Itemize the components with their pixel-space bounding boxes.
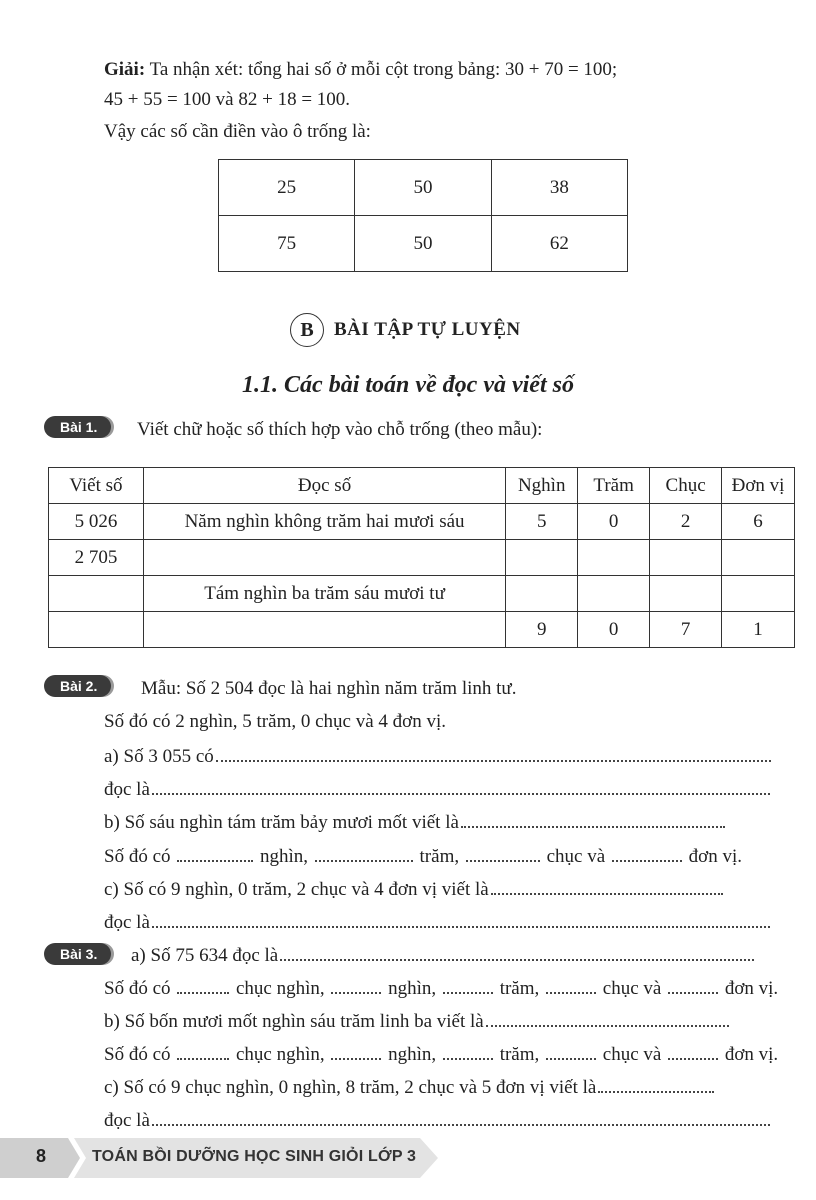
answer-blank[interactable]	[546, 1054, 596, 1060]
table-cell: 5	[506, 504, 578, 540]
solution-text-2: 45 + 55 = 100 và 82 + 18 = 100.	[104, 89, 351, 110]
fill-in-cell[interactable]	[49, 612, 144, 648]
fill-in-cell[interactable]	[650, 540, 722, 576]
answer-cell: 38	[491, 160, 627, 216]
answer-cell: 25	[219, 160, 355, 216]
table-cell: 2 705	[49, 540, 144, 576]
header-cell: Chục	[650, 468, 722, 504]
doc-la-label: đọc là	[104, 1110, 150, 1131]
header-cell: Nghìn	[506, 468, 578, 504]
doc-la-label: đọc là	[104, 779, 150, 800]
table-cell: 2	[650, 504, 722, 540]
answer-blank[interactable]	[443, 1054, 493, 1060]
bai2-b-text: b) Số sáu nghìn tám trăm bảy mươi mốt viết là	[104, 812, 459, 833]
bai2-c-read-line	[104, 911, 772, 935]
header-cell: Viết số	[49, 468, 144, 504]
bai2-c-text: c) Số có 9 nghìn, 0 trăm, 2 chục và 4 đơn vị viết là	[104, 879, 489, 900]
don-vi-label: đơn vị.	[724, 1044, 779, 1065]
answer-cell: 62	[491, 216, 627, 272]
tram-label: trăm,	[499, 978, 540, 999]
bai1-badge	[56, 416, 123, 438]
nghin-label: nghìn,	[260, 846, 309, 867]
chuc-va-label: chục và	[602, 1044, 662, 1065]
bai3-a-digits-line	[104, 977, 778, 1001]
chuc-va-label: chục và	[602, 978, 662, 999]
chuc-nghin-label: chục nghìn,	[236, 1044, 325, 1065]
answer-blank[interactable]	[280, 955, 754, 961]
section-title: BÀI TẬP TỰ LUYỆN	[334, 319, 521, 340]
answer-blank[interactable]	[177, 988, 229, 994]
header-cell: Đơn vị	[722, 468, 795, 504]
fill-in-cell[interactable]	[722, 540, 795, 576]
bai2-a-text: a) Số 3 055 có	[104, 746, 214, 767]
answer-blank[interactable]	[216, 756, 771, 762]
page-number: 8	[36, 1146, 47, 1166]
answer-blank[interactable]	[443, 988, 493, 994]
nghin-label: nghìn,	[388, 1044, 437, 1065]
answer-cell: 50	[355, 216, 491, 272]
bai3-b-line	[104, 1010, 731, 1034]
bai2-a-line	[104, 745, 773, 769]
fill-in-cell[interactable]	[578, 576, 650, 612]
bai2-c-line	[104, 878, 725, 902]
bai1-label: Bài 1.	[44, 416, 111, 438]
bai3-label: Bài 3.	[44, 943, 111, 965]
answer-blank[interactable]	[668, 988, 718, 994]
so-do-co-label: Số đó có	[104, 846, 171, 867]
table-cell: 1	[722, 612, 795, 648]
bai2-b-line	[104, 811, 727, 835]
answer-blank[interactable]	[315, 856, 413, 862]
book-title: TOÁN BỒI DƯỠNG HỌC SINH GIỎI LỚP 3	[92, 1148, 417, 1165]
answer-blank[interactable]	[486, 1021, 729, 1027]
answer-blank[interactable]	[177, 1054, 229, 1060]
chuc-va-label: chục và	[546, 846, 606, 867]
solution-text-1: Ta nhận xét: tổng hai số ở mỗi cột trong bảng: 30 + 70 = 100;	[149, 59, 618, 80]
answer-table	[218, 159, 628, 272]
answer-blank[interactable]	[668, 1054, 718, 1060]
bai2-b-digits-line	[104, 845, 742, 869]
bai1-table	[48, 467, 795, 648]
so-do-co-label: Số đó có	[104, 1044, 171, 1065]
table-cell: 6	[722, 504, 795, 540]
so-do-co-label: Số đó có	[104, 978, 171, 999]
answer-blank[interactable]	[331, 988, 381, 994]
bai3-a-text: a) Số 75 634 đọc là	[131, 945, 279, 966]
answer-cell: 75	[219, 216, 355, 272]
bai2-a-read-line	[104, 778, 772, 802]
bai1-instruction: Viết chữ hoặc số thích hợp vào chỗ trống (theo mẫu):	[137, 419, 543, 440]
bai3-c-line	[104, 1076, 716, 1100]
table-cell: 5 026	[49, 504, 144, 540]
table-cell: 0	[578, 504, 650, 540]
header-cell: Trăm	[578, 468, 650, 504]
answer-cell: 50	[355, 160, 491, 216]
fill-in-cell[interactable]	[578, 540, 650, 576]
bai2-example-2: Số đó có 2 nghìn, 5 trăm, 0 chục và 4 đơn vị.	[104, 711, 446, 732]
fill-in-cell[interactable]	[506, 576, 578, 612]
don-vi-label: đơn vị.	[724, 978, 779, 999]
fill-in-cell[interactable]	[143, 612, 505, 648]
section-letter-circle: B	[290, 313, 324, 347]
answer-blank[interactable]	[152, 789, 770, 795]
bai3-b-text: b) Số bốn mươi mốt nghìn sáu trăm linh ba viết là	[104, 1011, 484, 1032]
answer-blank[interactable]	[612, 856, 682, 862]
answer-blank[interactable]	[152, 922, 770, 928]
bai3-b-digits-line	[104, 1043, 778, 1067]
bai2-badge	[56, 675, 123, 697]
answer-blank[interactable]	[466, 856, 540, 862]
tram-label: trăm,	[419, 846, 460, 867]
answer-blank[interactable]	[177, 856, 253, 862]
bai2-example: Mẫu: Số 2 504 đọc là hai nghìn năm trăm linh tư.	[141, 678, 517, 699]
bai2-label: Bài 2.	[44, 675, 111, 697]
section-subtitle: 1.1. Các bài toán về đọc và viết số	[242, 372, 574, 398]
fill-in-cell[interactable]	[49, 576, 144, 612]
chuc-nghin-label: chục nghìn,	[236, 978, 325, 999]
fill-in-cell[interactable]	[722, 576, 795, 612]
solution-label: Giải:	[104, 59, 146, 80]
answer-blank[interactable]	[598, 1087, 714, 1093]
section-heading	[290, 313, 521, 347]
bai3-a-line	[131, 944, 756, 968]
table-cell: 7	[650, 612, 722, 648]
bai3-c-read-line	[104, 1109, 772, 1133]
tram-label: trăm,	[499, 1044, 540, 1065]
table-cell: Năm nghìn không trăm hai mươi sáu	[143, 504, 505, 540]
table-cell: Tám nghìn ba trăm sáu mươi tư	[143, 576, 505, 612]
header-cell: Đọc số	[143, 468, 505, 504]
fill-in-cell[interactable]	[650, 576, 722, 612]
solution-text-3: Vậy các số cần điền vào ô trống là:	[104, 121, 371, 142]
fill-in-cell[interactable]	[506, 540, 578, 576]
answer-blank[interactable]	[491, 889, 723, 895]
page-footer	[0, 1138, 440, 1178]
solution-line-1	[104, 58, 617, 82]
doc-la-label: đọc là	[104, 912, 150, 933]
answer-blank[interactable]	[461, 822, 725, 828]
answer-blank[interactable]	[546, 988, 596, 994]
nghin-label: nghìn,	[388, 978, 437, 999]
table-cell: 0	[578, 612, 650, 648]
bai3-c-text: c) Số có 9 chục nghìn, 0 nghìn, 8 trăm, 2 chục và 5 đơn vị viết là	[104, 1077, 597, 1098]
answer-blank[interactable]	[152, 1120, 770, 1126]
don-vi-label: đơn vị.	[688, 846, 742, 867]
answer-blank[interactable]	[331, 1054, 381, 1060]
table-cell: 9	[506, 612, 578, 648]
fill-in-cell[interactable]	[143, 540, 505, 576]
bai3-badge	[56, 943, 123, 965]
